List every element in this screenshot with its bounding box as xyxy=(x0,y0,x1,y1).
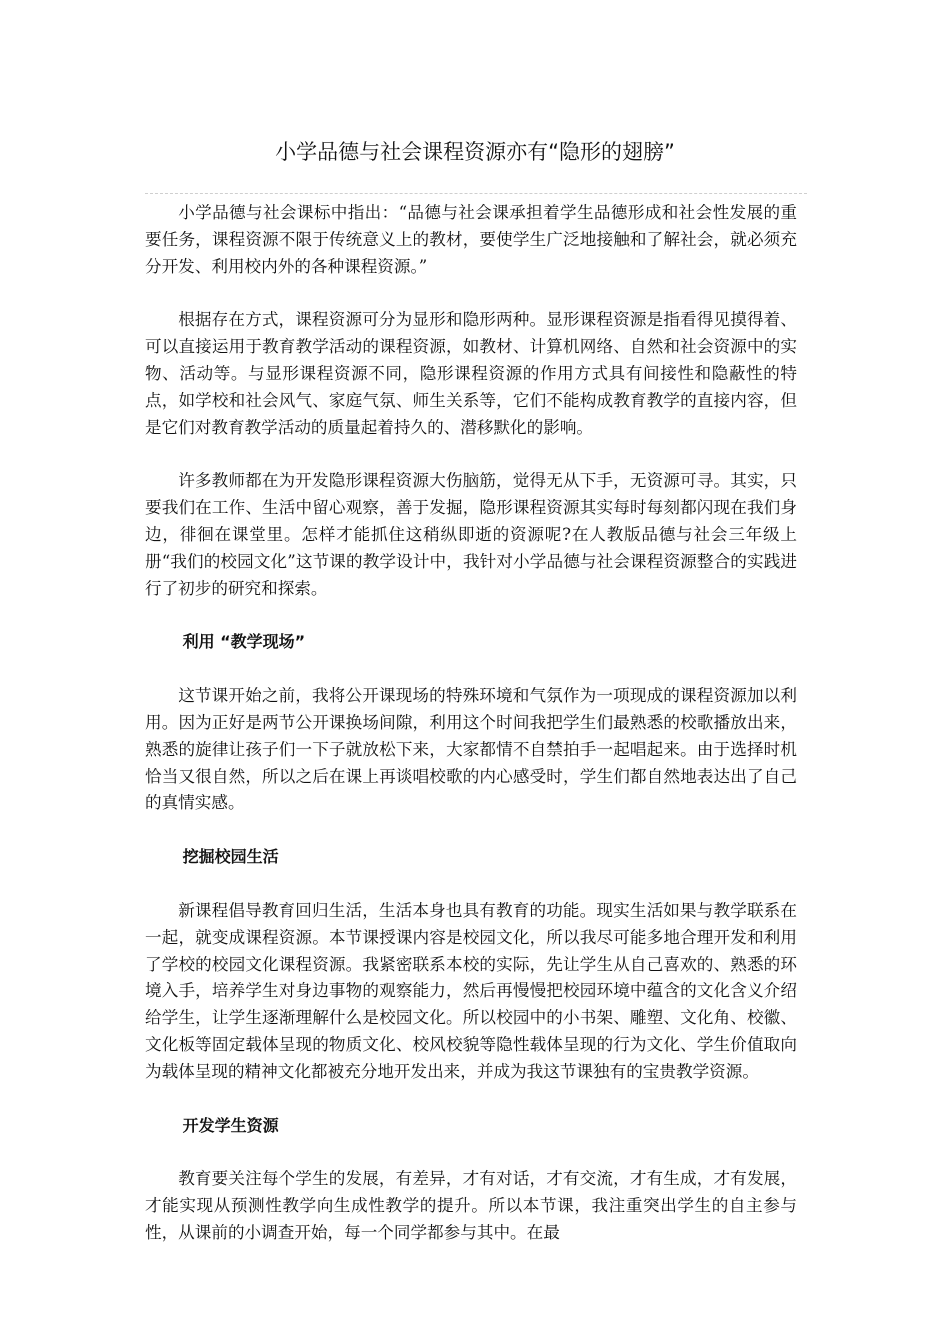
title-divider xyxy=(145,193,807,194)
paragraph-teacher-challenge: 许多教师都在为开发隐形课程资源大伤脑筋，觉得无从下手，无资源可寻。其实，只要我们在工作、生活中留心观察，善于发掘，隐形课程资源其实每时每刻都闪现在我们身边，徘徊在课堂里。怎样才能抓住这稍纵即逝的资源呢?在人教版品德与社会三年级上册“我们的校园文化”这节课的教学设计中，我针对小学品德与社会课程资源整合的实践进行了初步的研究和探索。 xyxy=(145,471,797,598)
document-title: 小学品德与社会课程资源亦有“隐形的翅膀” xyxy=(275,140,675,164)
document-body xyxy=(145,200,797,1274)
paragraph-resource-types: 根据存在方式，课程资源可分为显形和隐形两种。显形课程资源是指看得见摸得着、可以直接运用于教育教学活动的课程资源，如教材、计算机网络、自然和社会资源中的实物、活动等。与显形课程资源不同，隐形课程资源的作用方式具有间接性和隐蔽性的特点，如学校和社会风气、家庭气氛、师生关系等，它们不能构成教育教学的直接内容，但是它们对教育教学活动的质量起着持久的、潜移默化的影响。 xyxy=(145,310,797,437)
paragraph-teaching-site: 这节课开始之前，我将公开课现场的特殊环境和气氛作为一项现成的课程资源加以利用。因为正好是两节公开课换场间隙，利用这个时间我把学生们最熟悉的校歌播放出来，熟悉的旋律让孩子们一下子就放松下来，大家都情不自禁拍手一起唱起来。由于选择时机恰当又很自然，所以之后在课上再谈唱校歌的内心感受时，学生们都自然地表达出了自己的真情实感。 xyxy=(145,686,797,813)
paragraph-intro: 小学品德与社会课标中指出：“品德与社会课承担着学生品德形成和社会性发展的重要任务，课程资源不限于传统意义上的教材，要使学生广泛地接触和了解社会，就必须充分开发、利用校内外的各种课程资源。” xyxy=(145,203,797,276)
paragraph-campus-life: 新课程倡导教育回归生活，生活本身也具有教育的功能。现实生活如果与教学联系在一起，就变成课程资源。本节课授课内容是校园文化，所以我尽可能多地合理开发和利用了学校的校园文化课程资源。我紧密联系本校的实际，先让学生从自己喜欢的、熟悉的环境入手，培养学生对身边事物的观察能力，然后再慢慢把校园环境中蕴含的文化含义介绍给学生，让学生逐渐理解什么是校园文化。所以校园中的小书架、雕塑、文化角、校徽、文化板等固定载体呈现的物质文化、校风校貌等隐性载体呈现的行为文化、学生价值取向为载体呈现的精神文化都被充分地开发出来，并成为我这节课独有的宝贵教学资源。 xyxy=(145,900,797,1081)
section-heading-campus-life: 挖掘校园生活 xyxy=(182,847,279,867)
paragraph-student-resources: 教育要关注每个学生的发展，有差异，才有对话，才有交流，才有生成，才有发展，才能实现从预测性教学向生成性教学的提升。所以本节课，我注重突出学生的自主参与性，从课前的小调查开始，每一个同学都参与其中。在最 xyxy=(145,1169,797,1242)
section-heading-teaching-site: 利用 “教学现场” xyxy=(182,632,306,652)
section-heading-student-resources: 开发学生资源 xyxy=(182,1115,279,1135)
